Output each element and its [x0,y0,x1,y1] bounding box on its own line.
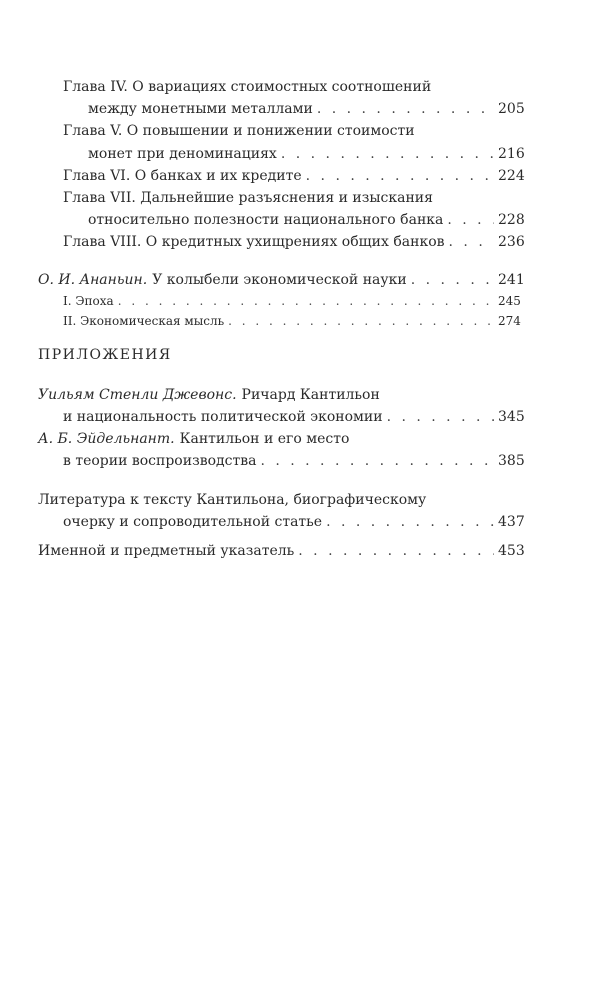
toc-entry-title: очерку и сопроводительной статье [63,514,323,530]
leader-dots [281,143,494,165]
toc-entry-title: I. Эпоха [63,294,114,308]
toc-entry-jevons-continued[interactable] [0,406,597,428]
toc-entry-ananin[interactable] [0,269,597,291]
toc-entry-title: У колыбели экономической науки [152,272,407,288]
leader-dots [118,290,494,312]
toc-entry-chapter-7-continued[interactable] [0,209,597,231]
leader-dots [387,406,494,428]
toc-entry-title: Кантильон и его место [179,431,350,447]
toc-entry-literature[interactable] [0,489,597,511]
leader-dots [317,98,494,120]
toc-entry-jevons[interactable] [0,384,597,406]
toc-subentry-epoch[interactable] [0,290,597,312]
appendix-heading: ПРИЛОЖЕНИЯ [38,347,172,363]
toc-entry-title: между монетными металлами [88,101,313,117]
toc-entry-chapter-5[interactable] [0,120,597,142]
leader-dots [298,540,494,562]
toc-entry-chapter-5-continued[interactable] [0,143,597,165]
page-number: 216 [498,146,525,162]
toc-entry-title: Литература к тексту Кантильона, биографическому [38,492,427,508]
leader-dots [449,231,494,253]
page-number: 224 [498,168,525,184]
page-number: 274 [498,314,521,328]
leader-dots [306,165,494,187]
toc-entry-eidelnant[interactable] [0,428,597,450]
toc-entry-chapter-7[interactable] [0,187,597,209]
toc-entry-title: монет при деноминациях [88,146,277,162]
toc-entry-title: Глава VIII. О кредитных ухищрениях общих банков [63,234,445,250]
toc-entry-title: Глава VI. О банках и их кредите [63,168,302,184]
leader-dots [228,310,494,332]
toc-entry-title: Глава V. О повышении и понижении стоимости [63,123,415,139]
leader-dots [326,511,494,533]
author-name: О. И. Ананьин. [38,272,148,288]
leader-dots [411,269,494,291]
page-number: 385 [498,453,525,469]
author-name: Уильям Стенли Джевонс. [38,387,237,403]
page-number: 453 [498,543,525,559]
author-name: А. Б. Эйдельнант. [38,431,175,447]
toc-entry-title: и национальность политической экономии [63,409,383,425]
toc-entry-title: в теории воспроизводства [63,453,257,469]
page-number: 241 [498,272,525,288]
page-number: 345 [498,409,525,425]
toc-entry-chapter-4[interactable] [0,76,597,98]
toc-subentry-economic-thought[interactable] [0,310,597,332]
toc-entry-index[interactable] [0,540,597,562]
toc-entry-title: Глава IV. О вариациях стоимостных соотношений [63,79,432,95]
page-number: 236 [498,234,525,250]
toc-entry-title: относительно полезности национального банка [88,212,444,228]
toc-entry-title: Глава VII. Дальнейшие разъяснения и изыскания [63,190,433,206]
toc-entry-title: Ричард Кантильон [241,387,380,403]
page-number: 228 [498,212,525,228]
toc-entry-title: II. Экономическая мысль [63,314,225,328]
leader-dots [260,450,494,472]
page-number: 245 [498,294,521,308]
page-number: 437 [498,514,525,530]
toc-entry-chapter-4-continued[interactable] [0,98,597,120]
page-number: 205 [498,101,525,117]
leader-dots [447,209,494,231]
toc-entry-title: Именной и предметный указатель [38,543,295,559]
toc-entry-eidelnant-continued[interactable] [0,450,597,472]
toc-entry-chapter-6[interactable] [0,165,597,187]
toc-entry-literature-continued[interactable] [0,511,597,533]
toc-entry-chapter-8[interactable] [0,231,597,253]
